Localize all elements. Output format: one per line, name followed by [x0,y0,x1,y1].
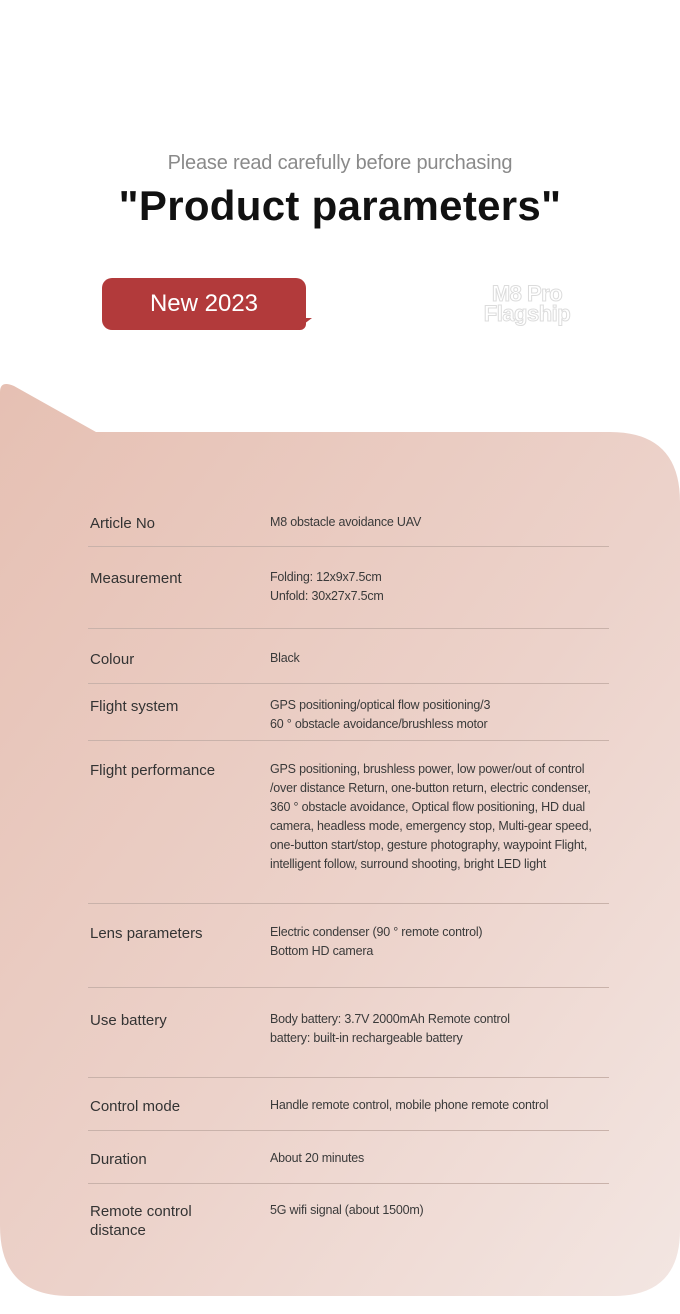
page-title: "Product parameters" [118,182,562,229]
param-row-measurement [88,547,609,629]
param-label: Article No [90,515,156,532]
param-row-lens-parameters [88,904,609,988]
param-value: 5G wifi signal (about 1500m) [270,1203,424,1217]
badge-tail [296,318,312,330]
param-label: Colour [90,651,135,668]
param-label: Measurement [90,570,182,587]
param-value: About 20 minutes [270,1151,365,1165]
param-row-remote-control-distance [88,1184,609,1254]
param-value: Electric condenser (90 ° remote control) Bottom HD camera [270,925,483,958]
param-label: Control mode [90,1098,181,1115]
param-value: Handle remote control, mobile phone remote control [270,1098,549,1112]
brand-line-1: M8 Pro [491,281,563,306]
param-label: Duration [90,1151,147,1168]
param-row-use-battery [88,988,609,1078]
param-label: Flight system [90,698,179,715]
param-row-flight-performance [88,741,609,904]
param-row-article-no [88,492,609,547]
param-row-control-mode [88,1078,609,1131]
subtitle: Please read carefully before purchasing [167,152,513,174]
param-label: Flight performance [90,762,216,779]
param-value: Body battery: 3.7V 2000mAh Remote control battery: built-in rechargeable battery [270,1012,510,1045]
new-2023-badge: New 2023 [102,278,306,330]
param-value: Black [270,651,300,665]
param-value: Folding: 12x9x7.5cm Unfold: 30x27x7.5cm [270,570,384,603]
param-value: GPS positioning, brushless power, low power/out of control /over distance Return, one-button return, electric condenser, 360 ° obstacle avoidance, Optical flow positioning, HD dual camera, headless mode, emergency stop, Multi-gear speed, one-button start/stop, gesture photography, waypoint Flight, intelligent follow, surround shooting, bright LED light [270,762,592,871]
param-label: Use battery [90,1012,167,1029]
param-row-flight-system [88,684,609,741]
param-row-duration [88,1131,609,1184]
param-row-colour [88,629,609,684]
brand-line-2: Flagship [483,301,571,326]
brand-watermark [472,281,582,326]
param-value: M8 obstacle avoidance UAV [270,515,422,529]
param-label: Lens parameters [90,925,203,942]
param-value: GPS positioning/optical flow positioning/3 60 ° obstacle avoidance/brushless motor [270,698,491,731]
param-label: Remote control distance [90,1203,192,1239]
